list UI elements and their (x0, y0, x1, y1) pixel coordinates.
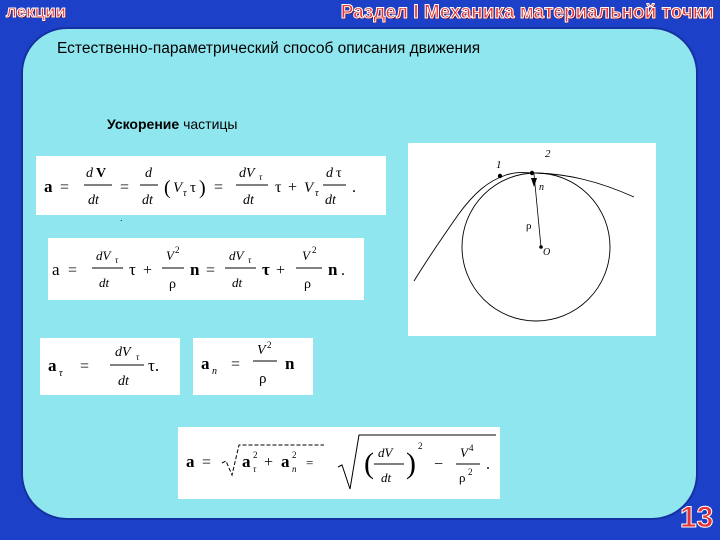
formula-3a (40, 338, 180, 395)
svg-text:(: ( (364, 447, 374, 480)
point-2-marker (530, 171, 534, 175)
svg-text:dV: dV (229, 248, 244, 263)
svg-text:+: + (288, 179, 298, 196)
svg-text:n: n (190, 260, 200, 279)
svg-text:d: d (145, 166, 152, 181)
svg-text:V: V (460, 445, 468, 460)
subtitle-rest: частицы (179, 116, 238, 132)
label-1: 1 (496, 159, 502, 171)
svg-text:dV: dV (378, 445, 393, 460)
svg-text:=: = (120, 179, 130, 196)
label-O: O (543, 247, 551, 258)
svg-text:4: 4 (469, 443, 474, 453)
svg-text:n: n (285, 354, 295, 373)
svg-text:a: a (281, 452, 290, 471)
svg-text:.: . (352, 179, 356, 196)
svg-text:τ: τ (115, 255, 119, 265)
svg-text:2: 2 (253, 450, 258, 460)
svg-text:V: V (257, 343, 266, 358)
svg-text:τ: τ (275, 179, 282, 196)
svg-text:V: V (304, 180, 314, 196)
svg-text:a: a (44, 177, 53, 196)
label-2: 2 (545, 148, 551, 160)
svg-text:dt: dt (243, 193, 254, 208)
svg-text:2: 2 (175, 245, 180, 255)
svg-text:dt: dt (142, 193, 153, 208)
svg-text:dt: dt (381, 470, 392, 485)
formula-2-image (48, 238, 364, 300)
svg-text:=: = (68, 262, 78, 279)
svg-text:+: + (143, 262, 153, 279)
label-n: n (539, 182, 544, 193)
svg-text:2: 2 (292, 450, 297, 460)
svg-text:): ) (199, 177, 206, 199)
svg-text:τ.: τ. (148, 356, 160, 375)
svg-text:=: = (60, 179, 70, 196)
svg-text:2: 2 (418, 441, 423, 451)
svg-text:a: a (186, 452, 195, 471)
svg-text:.: . (341, 262, 345, 279)
formula-1-image (36, 156, 386, 215)
formula-1 (36, 156, 386, 215)
svg-text:τ: τ (262, 260, 270, 279)
svg-text:n: n (328, 260, 338, 279)
svg-text:=: = (202, 454, 212, 471)
formula-2 (48, 238, 364, 300)
svg-text:τ: τ (336, 166, 342, 181)
svg-text:(: ( (164, 177, 171, 199)
svg-text:d: d (86, 166, 93, 181)
page-number: 13 (680, 501, 714, 534)
svg-text:dt: dt (232, 275, 243, 290)
svg-text:dt: dt (99, 275, 110, 290)
formula-3b-image (193, 338, 313, 395)
formula-4 (178, 427, 500, 499)
svg-text:dt: dt (88, 193, 99, 208)
svg-text:=: = (206, 262, 216, 279)
svg-text:): ) (406, 447, 416, 480)
svg-text:ρ: ρ (459, 470, 466, 485)
svg-text:2: 2 (312, 245, 317, 255)
subtitle-bold: Ускорение (107, 116, 180, 132)
svg-text:=: = (214, 179, 224, 196)
svg-text:a: a (201, 354, 210, 373)
svg-text:a: a (52, 260, 60, 279)
formula-3a-image (40, 338, 180, 395)
svg-text:dV: dV (239, 166, 255, 181)
svg-text:τ: τ (253, 464, 257, 474)
lectures-label[interactable]: лекции (6, 2, 66, 21)
svg-text:d: d (326, 166, 333, 181)
svg-text:dt: dt (325, 193, 336, 208)
section-title: Раздел I Механика материальной точки (340, 2, 714, 23)
svg-text:τ: τ (315, 188, 319, 199)
svg-text:V: V (96, 166, 107, 181)
svg-text:dV: dV (96, 248, 111, 263)
svg-text:2: 2 (267, 340, 272, 350)
svg-text:dV: dV (115, 345, 131, 360)
svg-text:τ: τ (259, 172, 263, 182)
svg-text:2: 2 (468, 467, 473, 477)
trajectory-figure (408, 143, 656, 336)
svg-text:=: = (306, 455, 314, 470)
svg-text:ρ: ρ (169, 277, 176, 292)
svg-text:dt: dt (118, 374, 129, 389)
svg-text:τ: τ (183, 188, 187, 199)
svg-text:−: − (434, 456, 444, 473)
slide-title: Естественно-параметрический способ описания движения (57, 40, 481, 57)
formula-4-image (178, 427, 500, 499)
svg-text:a: a (48, 356, 57, 375)
svg-text:V: V (302, 248, 310, 263)
svg-text:τ: τ (59, 368, 63, 379)
osculating-circle-diagram (408, 143, 656, 336)
svg-text:=: = (80, 358, 90, 375)
svg-text:V: V (173, 180, 183, 196)
svg-text:n: n (292, 464, 297, 474)
svg-text:=: = (231, 356, 241, 373)
formula-3b (193, 338, 313, 395)
svg-text:V: V (166, 248, 174, 263)
svg-text:+: + (264, 454, 274, 471)
svg-text:+: + (276, 262, 286, 279)
svg-text:ρ: ρ (304, 277, 311, 292)
svg-text:a: a (242, 452, 251, 471)
svg-text:τ: τ (136, 352, 140, 362)
stray-dot: . (120, 213, 123, 223)
svg-text:τ: τ (248, 255, 252, 265)
svg-text:n: n (212, 366, 217, 377)
subtitle (107, 116, 237, 132)
point-1-marker (498, 174, 502, 178)
svg-text:ρ: ρ (259, 371, 267, 387)
svg-text:τ: τ (129, 260, 136, 279)
svg-text:τ: τ (190, 180, 197, 196)
label-rho: ρ (526, 220, 532, 232)
svg-text:.: . (486, 456, 490, 473)
